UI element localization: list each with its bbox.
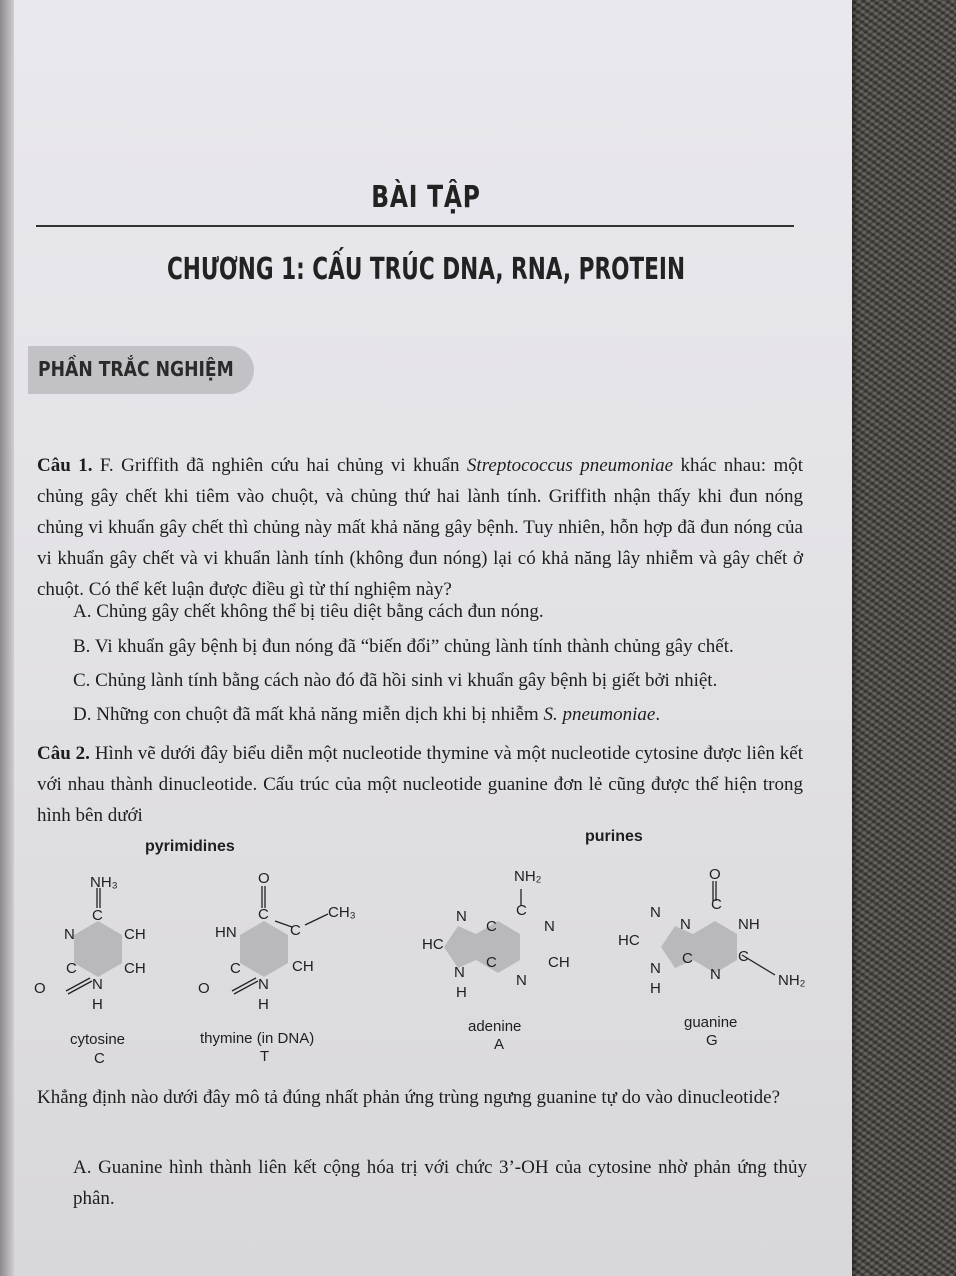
thymine-c2: C <box>230 960 241 977</box>
cytosine-ch5: CH <box>124 926 146 943</box>
thymine-hn: HN <box>215 924 237 941</box>
cytosine-o: O <box>34 980 46 997</box>
guanine-nh1: NH <box>738 916 760 933</box>
guanine-name: guanine <box>684 1014 738 1031</box>
guanine-c2: C <box>738 948 749 965</box>
question-1-option-b: B. Vi khuẩn gây bệnh bị đun nóng đã “biến đổi” chủng lành tính thành chủng gây chết. <box>73 636 734 657</box>
cytosine-name: cytosine <box>70 1031 126 1048</box>
thymine-ch6: CH <box>292 958 314 975</box>
thymine-o4: O <box>258 870 270 887</box>
cytosine-code: C <box>94 1050 105 1067</box>
thymine-name: thymine (in DNA) <box>200 1030 315 1047</box>
guanine-c4: C <box>682 950 693 967</box>
section-title: PHẦN TRẮC NGHIỆM <box>38 357 234 381</box>
adenine-c5: C <box>486 918 497 935</box>
question-2-option-a: A. Guanine hình thành liên kết cộng hóa trị với chức 3’-OH của cytosine nhờ phản ứng thủy phân. <box>73 1157 807 1209</box>
adenine-c4: C <box>486 954 497 971</box>
question-1-label: Câu 1. <box>37 455 93 476</box>
adenine-n9: N <box>454 964 465 981</box>
question-2 <box>37 738 803 831</box>
adenine-six-ring <box>476 921 520 973</box>
guanine-code: G <box>706 1032 718 1049</box>
section-banner <box>28 346 254 394</box>
guanine-h: H <box>650 980 661 997</box>
adenine-n3: N <box>516 972 527 989</box>
question-2-prompt: Khẳng định nào dưới đây mô tả đúng nhất phản ứng trùng ngưng guanine tự do vào dinucleotide? <box>37 1087 781 1108</box>
question-1-option-a: A. Chủng gây chết không thể bị tiêu diệt bằng cách đun nóng. <box>73 601 544 622</box>
adenine-hc8: HC <box>422 936 444 953</box>
cytosine-c2: C <box>66 960 77 977</box>
chapter-heading: CHƯƠNG 1: CẤU TRÚC DNA, RNA, PROTEIN <box>166 252 686 287</box>
question-1-option-d <box>73 704 660 726</box>
thymine-c5: C <box>290 922 301 939</box>
adenine-nh2: NH₂ <box>514 868 542 885</box>
option-d-suffix: . <box>655 704 661 725</box>
thymine-c4: C <box>258 906 269 923</box>
question-1-text-after: khác nhau: một chủng gây chết khi tiêm vào chuột, và chủng thứ hai lành tính. Griffith nhận thấy khi đun nóng chủng vi khuẩn gây chết thì chủng này mất khả năng gây bệnh. Tuy nhiên, hỗn hợp đã đun nóng của vi khuẩn gây chết và vi khuẩn lành tính (không đun nóng) lại có khả năng lây nhiễm và gây chết ở chuột. Có thể kết luận được điều gì từ thí nghiệm này? <box>37 455 803 600</box>
thymine-n1: N <box>258 976 269 993</box>
page-spine-shadow <box>0 0 14 1276</box>
pyrimidines-header: pyrimidines <box>145 838 235 855</box>
cytosine-c4: C <box>92 907 103 924</box>
question-2-text: Hình vẽ dưới đây biểu diễn một nucleotide thymine và một nucleotide cytosine được liên kết với nhau thành dinucleotide. Cấu trúc của một nucleotide guanine đơn lẻ cũng được thể hiện trong hình bên dưới <box>37 743 803 826</box>
cytosine-ch6: CH <box>124 960 146 977</box>
cytosine-ring <box>74 921 122 977</box>
guanine-n3: N <box>710 966 721 983</box>
guanine-hc8: HC <box>618 932 640 949</box>
cytosine-nh3: NH₃ <box>90 874 118 891</box>
adenine-name: adenine <box>468 1018 522 1035</box>
question-1-text-before: F. Griffith đã nghiên cứu hai chủng vi khuẩn <box>92 455 467 476</box>
question-1-species: Streptococcus pneumoniae <box>466 455 674 476</box>
adenine-n7: N <box>456 908 467 925</box>
option-d-text: D. Những con chuột đã mất khả năng miễn dịch khi bị nhiễm <box>73 704 544 725</box>
page-title: BÀI TẬP <box>371 180 481 215</box>
guanine-n9: N <box>650 960 661 977</box>
nucleotide-base-figure <box>30 826 830 1076</box>
question-1-option-c: C. Chủng lành tính bằng cách nào đó đã hồi sinh vi khuẩn gây bệnh bị giết bởi nhiệt. <box>73 670 718 691</box>
adenine-h: H <box>456 984 467 1001</box>
adenine-c6: C <box>516 902 527 919</box>
adenine-n1: N <box>544 918 555 935</box>
guanine-c6: C <box>711 896 722 913</box>
purines-header: purines <box>585 828 643 845</box>
thymine-ch3: CH₃ <box>328 904 356 921</box>
guanine-n7: N <box>650 904 661 921</box>
cytosine-n1: N <box>92 976 103 993</box>
adenine-code: A <box>494 1036 505 1053</box>
thymine-h: H <box>258 996 269 1013</box>
thymine-o2: O <box>198 980 210 997</box>
title-divider <box>36 225 794 227</box>
thymine-ring <box>240 921 288 977</box>
guanine-nh2: NH₂ <box>778 972 806 989</box>
question-1 <box>37 450 803 605</box>
cytosine-n3: N <box>64 926 75 943</box>
question-2-label: Câu 2. <box>37 743 90 764</box>
adenine-ch2: CH <box>548 954 570 971</box>
guanine-n-bridge: N <box>680 916 691 933</box>
adenine-five-ring <box>444 926 476 968</box>
guanine-o6: O <box>709 866 721 883</box>
cytosine-h: H <box>92 996 103 1013</box>
option-d-species: S. pneumoniae <box>543 704 656 725</box>
thymine-code: T <box>260 1048 270 1065</box>
